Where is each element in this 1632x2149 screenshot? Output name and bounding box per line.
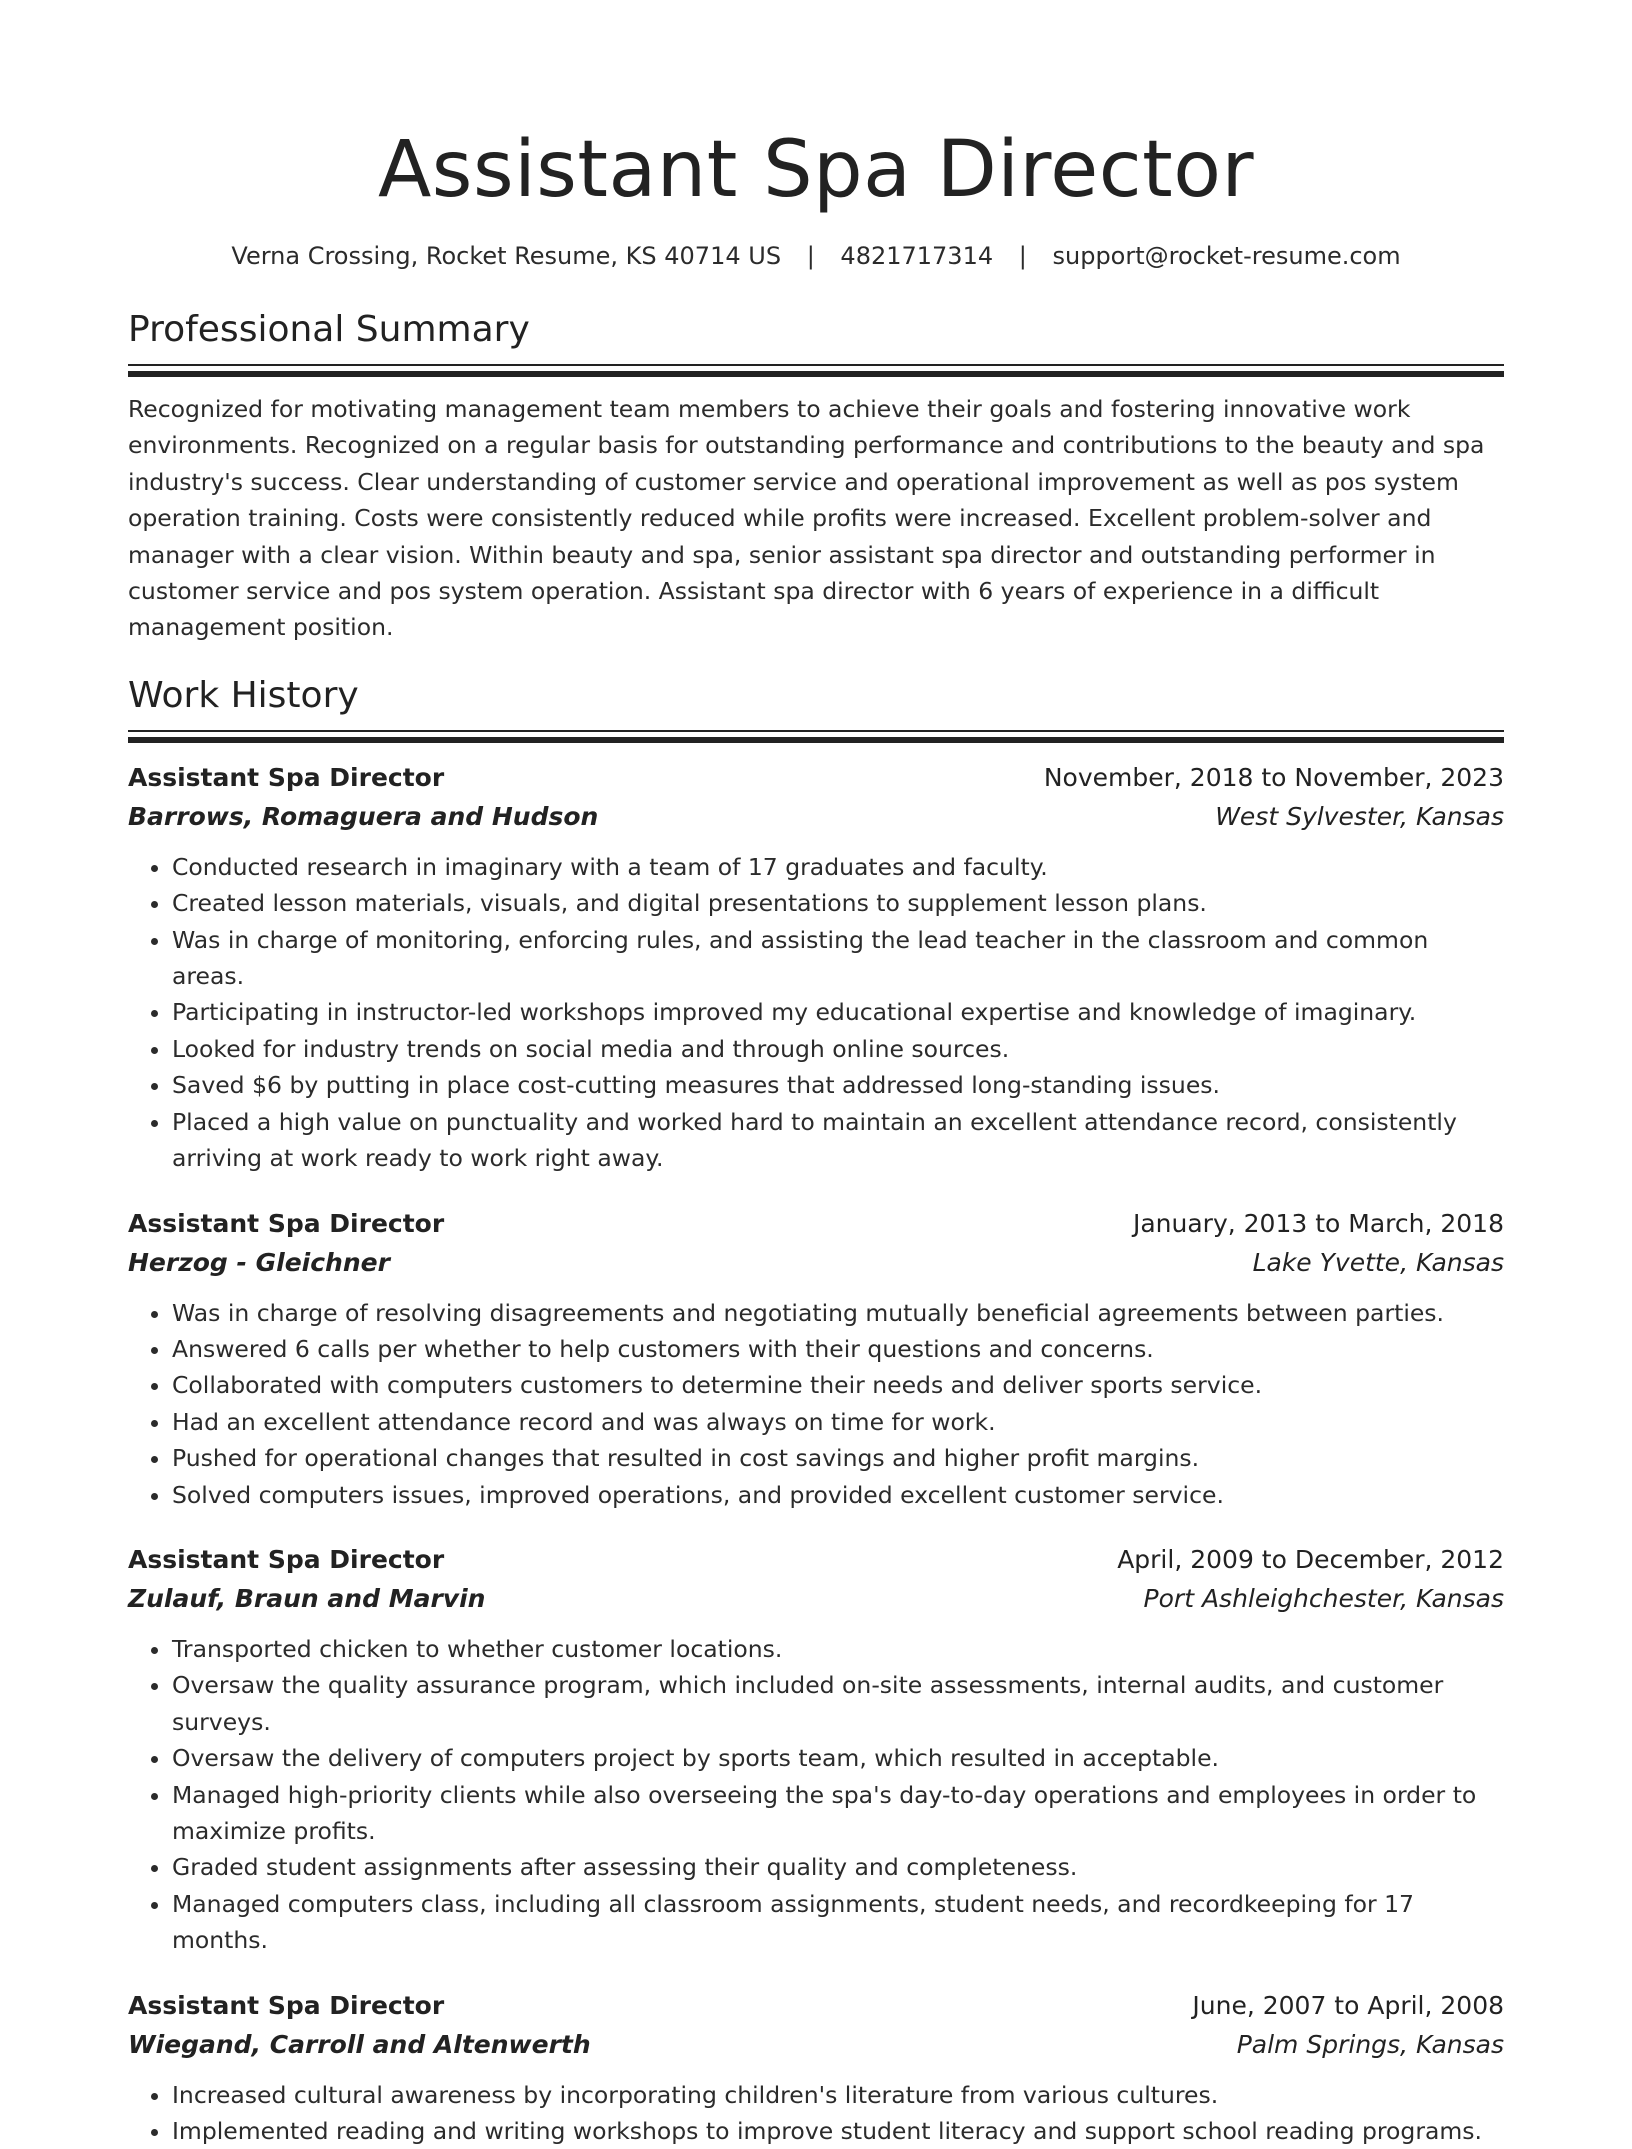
job-entry bbox=[128, 1987, 1504, 2149]
section-divider bbox=[128, 364, 1504, 377]
professional-summary-section bbox=[128, 308, 1504, 646]
contact-email: support@rocket-resume.com bbox=[1052, 242, 1401, 270]
bullet-item: • Increased cultural awareness by incorporating children's literature from various cultures. bbox=[172, 2077, 1504, 2113]
bullet-item: • Transported chicken to whether customer locations. bbox=[172, 1631, 1504, 1667]
bullet-item: • Managed high-priority clients while also overseeing the spa's day-to-day operations and employees in order to maximize profits. bbox=[172, 1777, 1504, 1850]
bullet-item: • Placed a high value on punctuality and worked hard to maintain an excellent attendance record, consistently arriving at work ready to work right away. bbox=[172, 1104, 1504, 1177]
contact-phone: 4821717314 bbox=[840, 242, 994, 270]
job-entry bbox=[128, 1541, 1504, 1959]
bullet-item: • Looked for industry trends on social media and through online sources. bbox=[172, 1031, 1504, 1067]
job-location: West Sylvester, Kansas bbox=[1215, 801, 1504, 831]
job-company: Zulauf, Braun and Marvin bbox=[128, 1583, 486, 1613]
bullet-item: • Answered 6 calls per whether to help customers with their questions and concerns. bbox=[172, 1331, 1504, 1367]
contact-separator: | bbox=[1018, 242, 1027, 270]
job-location: Lake Yvette, Kansas bbox=[1252, 1247, 1504, 1277]
bullet-item: • Managed computers class, including all classroom assignments, student needs, and recordkeeping for 17 months. bbox=[172, 1886, 1504, 1959]
bullet-item: • Oversaw the quality assurance program, which included on-site assessments, internal audits, and customer surveys. bbox=[172, 1667, 1504, 1740]
job-title: Assistant Spa Director bbox=[128, 762, 445, 792]
job-company: Herzog - Gleichner bbox=[128, 1247, 390, 1277]
bullet-item: • Created lesson materials, visuals, and digital presentations to supplement lesson plans. bbox=[172, 885, 1504, 921]
section-heading-work: Work History bbox=[128, 674, 359, 716]
bullet-item: • Was in charge of resolving disagreements and negotiating mutually beneficial agreements between parties. bbox=[172, 1295, 1504, 1331]
work-history-section bbox=[128, 674, 1504, 2149]
bullet-item: • Pushed for operational changes that resulted in cost savings and higher profit margins. bbox=[172, 1440, 1504, 1476]
job-company: Wiegand, Carroll and Altenwerth bbox=[128, 2029, 591, 2059]
job-dates: June, 2007 to April, 2008 bbox=[1192, 1990, 1504, 2020]
section-divider bbox=[128, 730, 1504, 743]
job-dates: April, 2009 to December, 2012 bbox=[1117, 1544, 1504, 1574]
bullet-item: • Oversaw the delivery of computers project by sports team, which resulted in acceptable. bbox=[172, 1740, 1504, 1776]
job-bullets bbox=[128, 2077, 1504, 2149]
bullet-item: • Conducted research in imaginary with a team of 17 graduates and faculty. bbox=[172, 849, 1504, 885]
contact-address: Verna Crossing, Rocket Resume, KS 40714 US bbox=[231, 242, 782, 270]
contact-separator: | bbox=[806, 242, 815, 270]
job-bullets bbox=[128, 1295, 1504, 1513]
bullet-item: • Graded student assignments after assessing their quality and completeness. bbox=[172, 1849, 1504, 1885]
resume-title: Assistant Spa Director bbox=[377, 125, 1255, 215]
job-bullets bbox=[128, 1631, 1504, 1959]
bullet-item: • Saved $6 by putting in place cost-cutting measures that addressed long-standing issues. bbox=[172, 1067, 1504, 1103]
job-location: Port Ashleighchester, Kansas bbox=[1143, 1583, 1504, 1613]
section-heading-summary: Professional Summary bbox=[128, 309, 530, 350]
bullet-item: • Collaborated with computers customers to determine their needs and deliver sports service. bbox=[172, 1367, 1504, 1403]
job-company: Barrows, Romaguera and Hudson bbox=[128, 801, 599, 831]
bullet-item: • Participating in instructor-led workshops improved my educational expertise and knowledge of imaginary. bbox=[172, 994, 1504, 1030]
job-title: Assistant Spa Director bbox=[128, 1990, 445, 2020]
job-entry bbox=[128, 1205, 1504, 1513]
job-dates: November, 2018 to November, 2023 bbox=[1043, 762, 1504, 792]
bullet-item: • Was in charge of monitoring, enforcing rules, and assisting the lead teacher in the classroom and common areas. bbox=[172, 922, 1504, 995]
job-title: Assistant Spa Director bbox=[128, 1544, 445, 1574]
bullet-item: • Had an excellent attendance record and was always on time for work. bbox=[172, 1404, 1504, 1440]
bullet-item: • Solved computers issues, improved operations, and provided excellent customer service. bbox=[172, 1477, 1504, 1513]
summary-paragraph: Recognized for motivating management team members to achieve their goals and fostering innovative work environments. Recognized on a regular basis for outstanding performance and contributions to the beauty and spa industry's success. Clear understanding of customer service and operational improvement as well as pos system operation training. Costs were consistently reduced while profits were increased. Excellent problem-solver and manager with a clear vision. Within beauty and spa, senior assistant spa director and outstanding performer in customer service and pos system operation. Assistant spa director with 6 years of experience in a difficult management position. bbox=[128, 395, 1485, 642]
job-location: Palm Springs, Kansas bbox=[1236, 2029, 1504, 2059]
job-bullets bbox=[128, 849, 1504, 1177]
resume-page bbox=[128, 0, 1504, 2149]
bullet-item: • Implemented reading and writing workshops to improve student literacy and support school reading programs. bbox=[172, 2113, 1504, 2149]
contact-line bbox=[128, 240, 1504, 272]
job-dates: January, 2013 to March, 2018 bbox=[1132, 1208, 1504, 1238]
job-entry bbox=[128, 759, 1504, 1177]
job-title: Assistant Spa Director bbox=[128, 1208, 445, 1238]
